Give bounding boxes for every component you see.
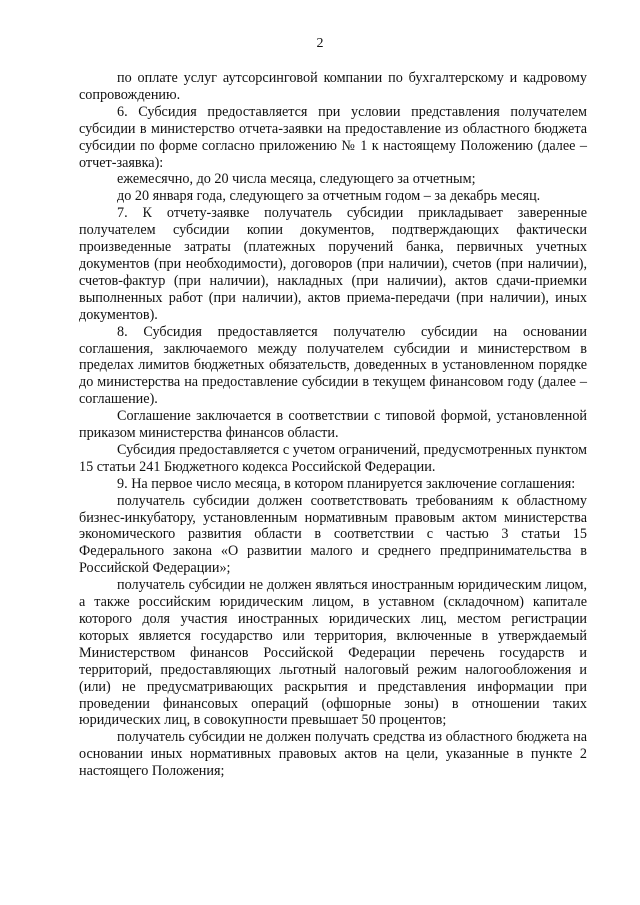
paragraph-clause-6: 6. Субсидия предоставляется при условии представления получателем субсидии в министерство отчета-заявки на предоставление из областного бюджета субсидии по форме согласно приложению № 1 к настоящему Положению (далее – отчет-заявка): xyxy=(79,103,587,171)
paragraph-clause-7: 7. К отчету-заявке получатель субсидии прикладывает заверенные получателем субсидии копии документов, подтверждающих фактически произведенные затраты (платежных поручений банка, первичных учетных документов (при необходимости), договоров (при наличии), счетов (при наличии), счетов-фактур (при наличии), накладных (при наличии), актов сдачи-приемки выполненных работ (при наличии), актов приема-передачи (при наличии), иных документов). xyxy=(79,205,587,323)
paragraph-restrictions: Субсидия предоставляется с учетом ограничений, предусмотренных пунктом 15 статьи 241 Бюджетного кодекса Российской Федерации. xyxy=(79,441,587,475)
paragraph-requirement-incubator: получатель субсидии должен соответствовать требованиям к областному бизнес-инкубатору, установленным нормативным правовым актом министерства экономического развития области в соответствии с частью 3 статьи 15 Федерального закона «О развитии малого и среднего предпринимательства в Российской Федерации»; xyxy=(79,492,587,577)
paragraph-requirement-no-other-funds: получатель субсидии не должен получать средства из областного бюджета на основании иных нормативных правовых актов на цели, указанные в пункте 2 настоящего Положения; xyxy=(79,729,587,780)
paragraph-requirement-foreign-entity: получатель субсидии не должен являться иностранным юридическим лицом, а также российским юридическим лицом, в уставном (складочном) капитале которого доля участия иностранных юридических лиц, местом регистрации которых является государство или территория, включенные в утверждаемый Министерством финансов Российской Федерации перечень государств и территорий, предоставляющих льготный налоговый режим налогообложения и (или) не предусматривающих раскрытия и представления информации при проведении финансовых операций (офшорные зоны) в отношении таких юридических лиц, в совокупности превышает 50 процентов; xyxy=(79,577,587,729)
paragraph-continuation: по оплате услуг аутсорсинговой компании по бухгалтерскому и кадровому сопровождению. xyxy=(79,70,587,103)
paragraph-agreement-form: Соглашение заключается в соответствии с типовой формой, установленной приказом министерства финансов области. xyxy=(79,408,587,442)
paragraph-january-deadline: до 20 января года, следующего за отчетным годом – за декабрь месяц. xyxy=(117,188,541,205)
paragraph-clause-9: 9. На первое число месяца, в котором планируется заключение соглашения: xyxy=(117,475,576,492)
paragraph-clause-8: 8. Субсидия предоставляется получателю субсидии на основании соглашения, заключаемого между получателем субсидии и министерством в пределах лимитов бюджетных обязательств, доведенных в установленном порядке до министерства на предоставление субсидии в текущем финансовом году (далее – соглашение). xyxy=(79,323,587,408)
document-body xyxy=(79,70,587,780)
paragraph-monthly-deadline: ежемесячно, до 20 числа месяца, следующего за отчетным; xyxy=(117,171,476,188)
page-number: 2 xyxy=(316,36,324,51)
